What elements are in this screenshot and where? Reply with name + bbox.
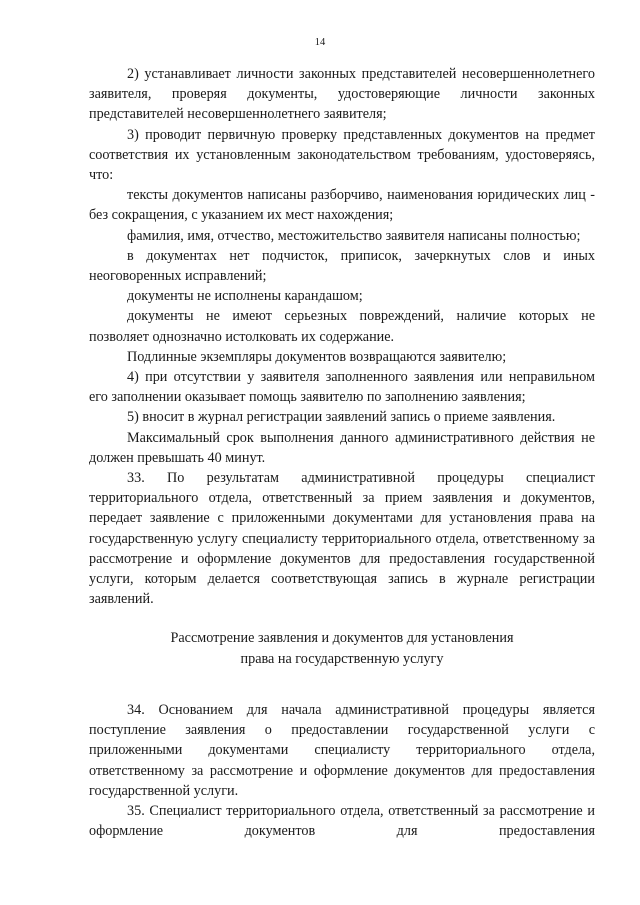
paragraph: 4) при отсутствии у заявителя заполненного заявления или неправильном его заполнении оказывает помощь заявителю по заполнению заявления; bbox=[89, 369, 595, 406]
page-number: 14 bbox=[314, 37, 326, 48]
paragraph: 33. По результатам административной процедуры специалист территориального отдела, ответственный за прием заявления и документов, передает заявление с приложенными документами для установления права на государственную услугу специалисту территориального отдела, ответственному за рассмотрение и оформление документов для предоставления государственной услуги, которым делается соответствующая запись в журнале регистрации заявлений. bbox=[89, 470, 595, 608]
document-body bbox=[89, 64, 595, 841]
paragraph: Максимальный срок выполнения данного административного действия не должен превышать 40 минут. bbox=[89, 429, 595, 466]
paragraph: 34. Основанием для начала административной процедуры является поступление заявления о предоставлении государственной услуги с приложенными документами специалисту территориального отдела, ответственному за рассмотрение и оформление документов для предоставления государственной услуги. bbox=[89, 701, 595, 799]
paragraph: 5) вносит в журнал регистрации заявлений запись о приеме заявления. bbox=[127, 409, 556, 426]
paragraph: фамилия, имя, отчество, местожительство заявителя написаны полностью; bbox=[127, 227, 581, 244]
paragraph: документы не исполнены карандашом; bbox=[127, 288, 363, 305]
paragraph: 35. Специалист территориального отдела, ответственный за рассмотрение и оформление документов для предоставления bbox=[89, 802, 595, 840]
section-heading-line: Рассмотрение заявления и документов для установления bbox=[170, 630, 514, 647]
paragraph: в документах нет подчисток, приписок, зачеркнутых слов и иных неоговоренных исправлений; bbox=[89, 247, 595, 285]
section-heading-line: права на государственную услугу bbox=[240, 650, 444, 667]
paragraph: документы не имеют серьезных повреждений, наличие которых не позволяет однозначно истолковать их содержание. bbox=[89, 308, 595, 345]
paragraph: тексты документов написаны разборчиво, наименования юридических лиц - без сокращения, с указанием их мест нахождения; bbox=[89, 187, 595, 224]
paragraph: Подлинные экземпляры документов возвращаются заявителю; bbox=[127, 348, 507, 365]
paragraph: 3) проводит первичную проверку представленных документов на предмет соответствия их установленным законодательством требованиям, удостоверяясь, что: bbox=[89, 126, 595, 184]
section-heading bbox=[89, 628, 595, 668]
paragraph: 2) устанавливает личности законных представителей несовершеннолетнего заявителя, проверяя документы, удостоверяющие личности законных представителей несовершеннолетнего заявителя; bbox=[89, 66, 595, 123]
